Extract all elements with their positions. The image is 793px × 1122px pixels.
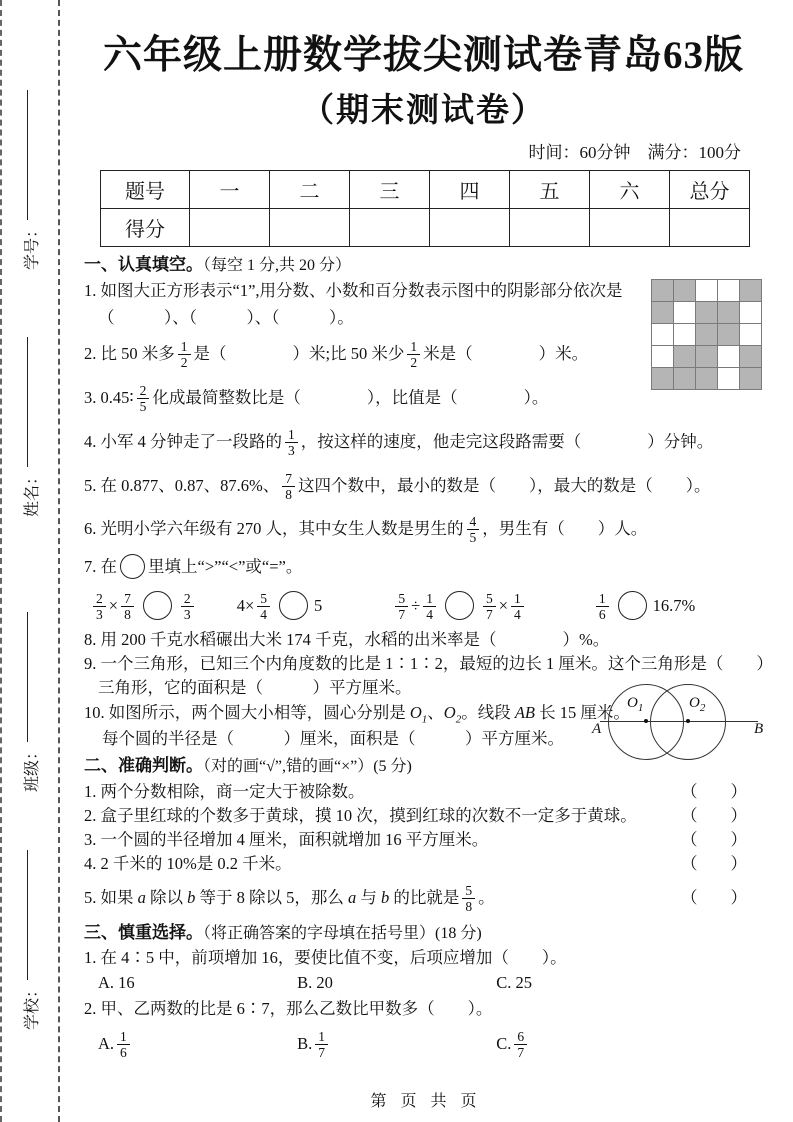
score-blank-cell [670,209,750,247]
option-a: A. 16 [98,973,135,992]
fraction: $\frac{1}{6}$ [117,1029,130,1060]
option-c: C. $\frac{6}{7}$ [496,1022,691,1066]
sidebar-field-name [17,337,43,517]
paper-title: 六年级上册数学拔尖测试卷青岛63版 [102,34,744,77]
score-table-cell: 二 [270,171,350,209]
score-table-cell: 题号 [101,171,190,209]
section2-title: 二、准确判断。（对的画“√”,错的画“×”）(5 分) [84,756,412,775]
judge-item-5: 5. 如果 a 除以 b 等于 8 除以 5，那么 a 与 b 的比就是 $\frac{5}{8}$ 。 （ ） [84,876,765,920]
comparison-1: $\frac{2}{3}$ × $\frac{7}{8}$ $\frac{2}{3}$ [90,596,197,615]
shaded-cell [674,346,696,368]
segment-ab-line [600,721,758,722]
fraction: $\frac{1}{4}$ [511,591,524,622]
sidebar-field-school [17,850,43,1030]
choice-question-1-options [84,970,765,996]
question-3: 3. 0.45∶ $\frac{2}{5}$ 化成最简整数比是（ ），比值是（ ）。 [84,382,549,414]
blank-cell [674,324,696,346]
fraction: $\frac{7}{8}$ [282,471,295,502]
shaded-cell [740,280,762,302]
answer-bracket: （ ） [681,782,747,801]
blank-cell [718,280,740,302]
fraction: $\frac{4}{5}$ [467,514,480,545]
question-9-line2: 三角形，它的面积是（ ）平方厘米。 [98,678,412,697]
answer-bracket: （ ） [681,854,747,873]
compare-circle-blank [445,591,474,620]
blank-cell [674,302,696,324]
center-o1-dot [644,719,648,723]
judge-item-2: 2. 盒子里红球的个数多于黄球，摸 10 次，摸到红球的次数不一定多于黄球。 （ ） [84,804,765,828]
fraction: $\frac{1}{7}$ [315,1029,328,1060]
page-footer: 第 页 共 页 [370,1093,477,1110]
fraction: $\frac{2}{3}$ [93,591,106,622]
option-c: C. 25 [496,973,533,992]
class-label: 班级： [23,743,41,792]
label-b: B [754,721,764,737]
label-o2: $O_2$ [689,695,706,714]
section3-title: 三、慎重选择。（将正确答案的字母填在括号里）(18 分) [84,923,482,942]
time-score-info: 时间：60分钟 满分：100分 [528,143,741,162]
score-table-cell: 四 [430,171,510,209]
choice-question-2-options [84,1022,765,1066]
score-table-cell: 三 [350,171,430,209]
score-blank-cell [350,209,430,247]
score-blank-cell [190,209,270,247]
shaded-cell [696,346,718,368]
school-label: 学校： [23,981,41,1030]
fraction: $\frac{5}{7}$ [395,591,408,622]
cut-dashed-line [58,0,60,1122]
score-blank-cell [590,209,670,247]
score-blank-cell [270,209,350,247]
shaded-cell [674,368,696,390]
fraction: $\frac{7}{8}$ [121,591,134,622]
answer-bracket: （ ） [681,830,747,849]
question-7-intro: 7. 在 里填上“>”“<”或“=”。 [84,550,765,584]
shaded-cell [740,368,762,390]
question-10-line1: 10. 如图所示，两个圆大小相等，圆心分别是 $O_1$、$O_2$。线段 AB 长 15 厘米。 [84,703,630,726]
blank-cell [740,302,762,324]
fraction: $\frac{1}{3}$ [285,427,298,458]
option-b: B. $\frac{1}{7}$ [297,1022,492,1066]
school-blank [27,850,28,980]
shaded-cell [652,302,674,324]
name-blank [27,337,28,467]
fraction: $\frac{1}{2}$ [407,339,420,370]
score-blank-cell [430,209,510,247]
blank-cell [652,346,674,368]
label-a: A [592,721,602,737]
student-number-blank [27,90,28,220]
score-table-cell: 总分 [670,171,750,209]
fraction: $\frac{5}{7}$ [483,591,496,622]
score-table-cell: 六 [590,171,670,209]
score-table [100,170,750,247]
shaded-cell [652,368,674,390]
question-1-line2: （ ）、（ ）、（ ）。 [98,308,354,327]
judge-item-1: 1. 两个分数相除，商一定大于被除数。 （ ） [84,780,765,804]
paper-subtitle: （期末测试卷） [301,93,546,129]
question-9-line1: 9. 一个三角形，已知三个内角度数的比是 1∶1∶2，最短的边长 1 厘米。这个三角形是（ ） [84,654,773,673]
shaded-cell [674,280,696,302]
answer-bracket: （ ） [681,806,747,825]
choice-question-2: 2. 甲、乙两数的比是 6∶7，那么乙数比甲数多（ ）。 [84,999,493,1018]
fraction: $\frac{5}{4}$ [257,591,270,622]
name-label: 姓名： [23,468,41,517]
score-blank-cell [510,209,590,247]
fraction: $\frac{1}{4}$ [423,591,436,622]
compare-circle-blank [279,591,308,620]
comparison-3: $\frac{5}{7}$ ÷ $\frac{1}{4}$ $\frac{5}{7}$ × $\frac{1}{4}$ [392,596,526,615]
shaded-cell [718,324,740,346]
question-10-line2: 每个圆的半径是（ ）厘米，面积是（ ）平方厘米。 [102,729,564,748]
score-table-score-row [101,209,750,247]
blank-cell [718,346,740,368]
blank-cell [696,280,718,302]
shaded-cell [696,368,718,390]
option-a: A. $\frac{1}{6}$ [98,1022,293,1066]
compare-circle-blank [618,591,647,620]
sidebar-field-class [17,612,43,792]
question-4: 4. 小军 4 分钟走了一段路的 $\frac{1}{3}$ ，按这样的速度，他走完这段路需要（ ）分钟。 [84,426,714,458]
section3-note: （将正确答案的字母填在括号里）(18 分) [203,925,482,942]
option-b: B. 20 [297,973,333,992]
label-o1: $O_1$ [627,695,644,714]
blank-cell [740,324,762,346]
score-table-cell: 五 [510,171,590,209]
score-table-cell: 得分 [101,209,190,247]
question-1-line1: 1. 如图大正方形表示“1”,用分数、小数和百分数表示图中的阴影部分依次是 [84,281,623,300]
question-7-comparisons [84,584,765,628]
shaded-grid-figure [651,279,762,390]
class-blank [27,612,28,742]
compare-circle-blank [143,591,172,620]
shaded-cell [740,346,762,368]
fraction: $\frac{1}{6}$ [596,591,609,622]
question-2: 2. 比 50 米多 $\frac{1}{2}$ 是（ ）米;比 50 米少 $\frac{1}{2}$ 米是（ ）米。 [84,338,589,370]
student-number-label: 学号： [23,221,41,270]
compare-circle-blank [120,554,145,579]
score-table-cell: 一 [190,171,270,209]
question-6: 6. 光明小学六年级有 270 人，其中女生人数是男生的 $\frac{4}{5}$ ，男生有（ ）人。 [84,513,648,545]
blank-cell [718,368,740,390]
fraction: $\frac{1}{2}$ [178,339,191,370]
section2-note: （对的画“√”,错的画“×”）(5 分) [203,758,412,775]
score-table-header-row [101,171,750,209]
comparison-2: 4× $\frac{5}{4}$ 5 [236,590,323,622]
blank-cell [652,324,674,346]
shaded-cell [652,280,674,302]
two-circles-figure [594,657,770,793]
fraction: $\frac{5}{8}$ [462,883,475,914]
question-5: 5. 在 0.877、0.87、87.6%、 $\frac{7}{8}$ 这四个数中，最小的数是（ ），最大的数是（ ）。 [84,470,711,502]
answer-bracket: （ ） [681,888,747,907]
comparison-4: $\frac{1}{6}$ 16.7% [593,596,695,615]
section1-title: 一、认真填空。（每空 1 分,共 20 分） [84,255,352,274]
section1-note: （每空 1 分,共 20 分） [203,257,352,274]
shaded-cell [718,302,740,324]
fraction: $\frac{2}{3}$ [181,591,194,622]
question-8: 8. 用 200 千克水稻碾出大米 174 千克，水稻的出米率是（ ）%。 [84,630,610,649]
fraction: $\frac{6}{7}$ [514,1029,527,1060]
sidebar-field-student-number [17,90,43,270]
judge-item-3: 3. 一个圆的半径增加 4 厘米，面积就增加 16 平方厘米。 （ ） [84,828,765,852]
judge-item-4: 4. 2 千米的 10%是 0.2 千米。 （ ） [84,852,765,876]
choice-question-1: 1. 在 4∶5 中，前项增加 16，要使比值不变，后项应增加（ ）。 [84,948,567,967]
fraction: $\frac{2}{5}$ [137,383,150,414]
center-o2-dot [686,719,690,723]
shaded-cell [696,324,718,346]
shaded-cell [696,302,718,324]
